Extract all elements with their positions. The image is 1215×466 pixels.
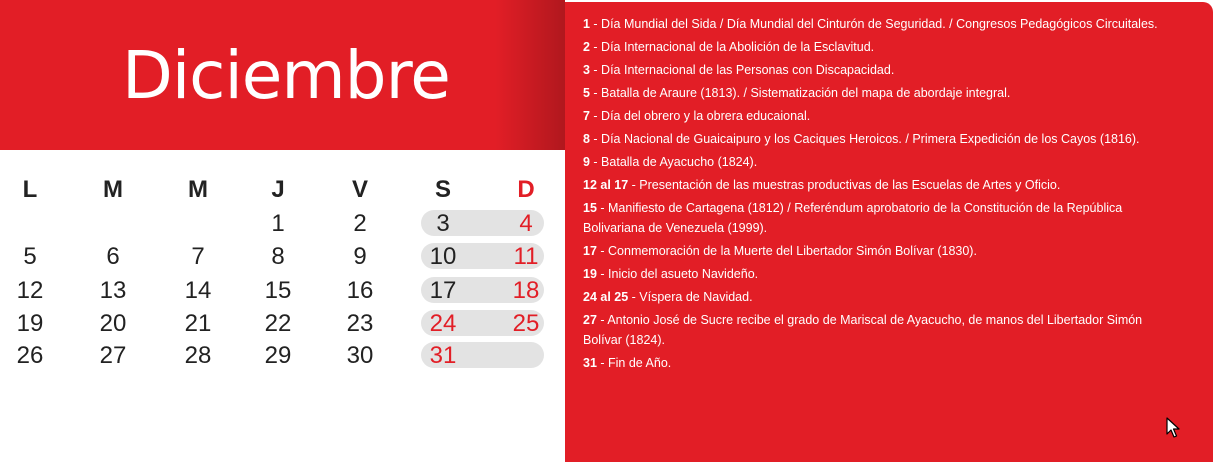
event-item: [583, 129, 1163, 149]
event-date: 5: [583, 86, 590, 100]
calendar-day: 23: [346, 310, 374, 337]
calendar-day: 30: [346, 342, 374, 369]
event-text: - Inicio del asueto Navideño.: [596, 267, 759, 281]
event-date: 27: [583, 313, 597, 327]
event-text: - Antonio José de Sucre recibe el grado de Mariscal de Ayacucho, de manos del Libertador Simón Bolívar (1824).: [583, 313, 1143, 347]
event-text: - Presentación de las muestras productivas de las Escuelas de Artes y Oficio.: [628, 178, 1061, 192]
calendar-day: 8: [271, 243, 285, 270]
event-item: [583, 37, 1163, 57]
event-date: 31: [583, 356, 597, 370]
event-text: - Víspera de Navidad.: [628, 290, 753, 304]
calendar-day: 20: [99, 310, 127, 337]
event-text: - Batalla de Araure (1813). / Sistematización del mapa de abordaje integral.: [589, 86, 1011, 100]
event-item: [583, 106, 1163, 126]
calendar-day: 2: [353, 210, 367, 237]
calendar-day: 31: [429, 342, 457, 369]
calendar-day: 5: [23, 243, 37, 270]
events-list: [583, 14, 1163, 376]
calendar-day: 15: [264, 277, 292, 304]
event-item: [583, 310, 1163, 350]
calendar-day: 10: [429, 243, 457, 270]
weekday-header: D: [517, 176, 535, 203]
event-text: - Batalla de Ayacucho (1824).: [589, 155, 758, 169]
event-date: 8: [583, 132, 590, 146]
event-text: - Día Internacional de las Personas con Discapacidad.: [589, 63, 895, 77]
calendar-day: 29: [264, 342, 292, 369]
calendar-day: 11: [513, 243, 539, 270]
calendar-day: 13: [99, 277, 127, 304]
calendar-day: 16: [346, 277, 374, 304]
calendar-day: 3: [436, 210, 450, 237]
event-date: 24 al 25: [583, 290, 629, 304]
calendar-day: 18: [512, 277, 540, 304]
calendar-day: 21: [184, 310, 212, 337]
calendar-day: 25: [512, 310, 540, 337]
event-text: - Día Internacional de la Abolición de la Esclavitud.: [589, 40, 875, 54]
calendar-day: 7: [191, 243, 205, 270]
event-date: 12 al 17: [583, 178, 629, 192]
calendar-day: 14: [184, 277, 212, 304]
weekday-header: S: [434, 176, 451, 203]
event-date: 7: [583, 109, 590, 123]
month-title: Diciembre: [122, 37, 450, 114]
event-text: - Día Mundial del Sida / Día Mundial del Cinturón de Seguridad. / Congresos Pedagógicos Circuitales.: [589, 17, 1158, 31]
calendar-day: 24: [429, 310, 457, 337]
calendar-day: 28: [184, 342, 212, 369]
weekday-header: L: [22, 176, 38, 203]
events-panel: [565, 2, 1213, 462]
event-text: - Manifiesto de Cartagena (1812) / Referéndum aprobatorio de la Constitución de la República Bolivariana de Venezuela (1999).: [583, 201, 1123, 235]
calendar-day: 12: [16, 277, 44, 304]
event-text: - Día Nacional de Guaicaipuro y los Caciques Heroicos. / Primera Expedición de los Cayos (1816).: [589, 132, 1140, 146]
weekday-header: M: [103, 176, 123, 203]
event-date: 2: [583, 40, 590, 54]
event-item: [583, 60, 1163, 80]
calendar-day: 27: [99, 342, 127, 369]
calendar-day: 1: [271, 210, 285, 237]
event-item: [583, 241, 1163, 261]
calendar-day: 22: [264, 310, 292, 337]
event-item: [583, 83, 1163, 103]
event-date: 15: [583, 201, 597, 215]
weekday-header: M: [188, 176, 208, 203]
event-date: 9: [583, 155, 590, 169]
event-item: [583, 353, 1163, 373]
event-date: 1: [583, 17, 590, 31]
event-item: [583, 287, 1163, 307]
event-text: - Día del obrero y la obrera educaional.: [589, 109, 811, 123]
calendar-day: 9: [353, 243, 367, 270]
mouse-pointer-icon: [1166, 417, 1180, 439]
event-item: [583, 152, 1163, 172]
event-text: - Conmemoración de la Muerte del Libertador Simón Bolívar (1830).: [596, 244, 977, 258]
calendar-day: 17: [429, 277, 457, 304]
calendar-day: 19: [16, 310, 44, 337]
event-date: 19: [583, 267, 597, 281]
weekday-header: J: [271, 176, 285, 203]
event-date: 17: [583, 244, 597, 258]
event-text: - Fin de Año.: [596, 356, 672, 370]
calendar-day: 26: [16, 342, 44, 369]
calendar-day: 6: [106, 243, 120, 270]
event-item: [583, 198, 1163, 238]
event-item: [583, 14, 1163, 34]
event-item: [583, 175, 1163, 195]
calendar-grid: [0, 0, 565, 466]
calendar-day: 4: [519, 210, 533, 237]
event-date: 3: [583, 63, 590, 77]
weekday-header: V: [351, 176, 368, 203]
event-item: [583, 264, 1163, 284]
